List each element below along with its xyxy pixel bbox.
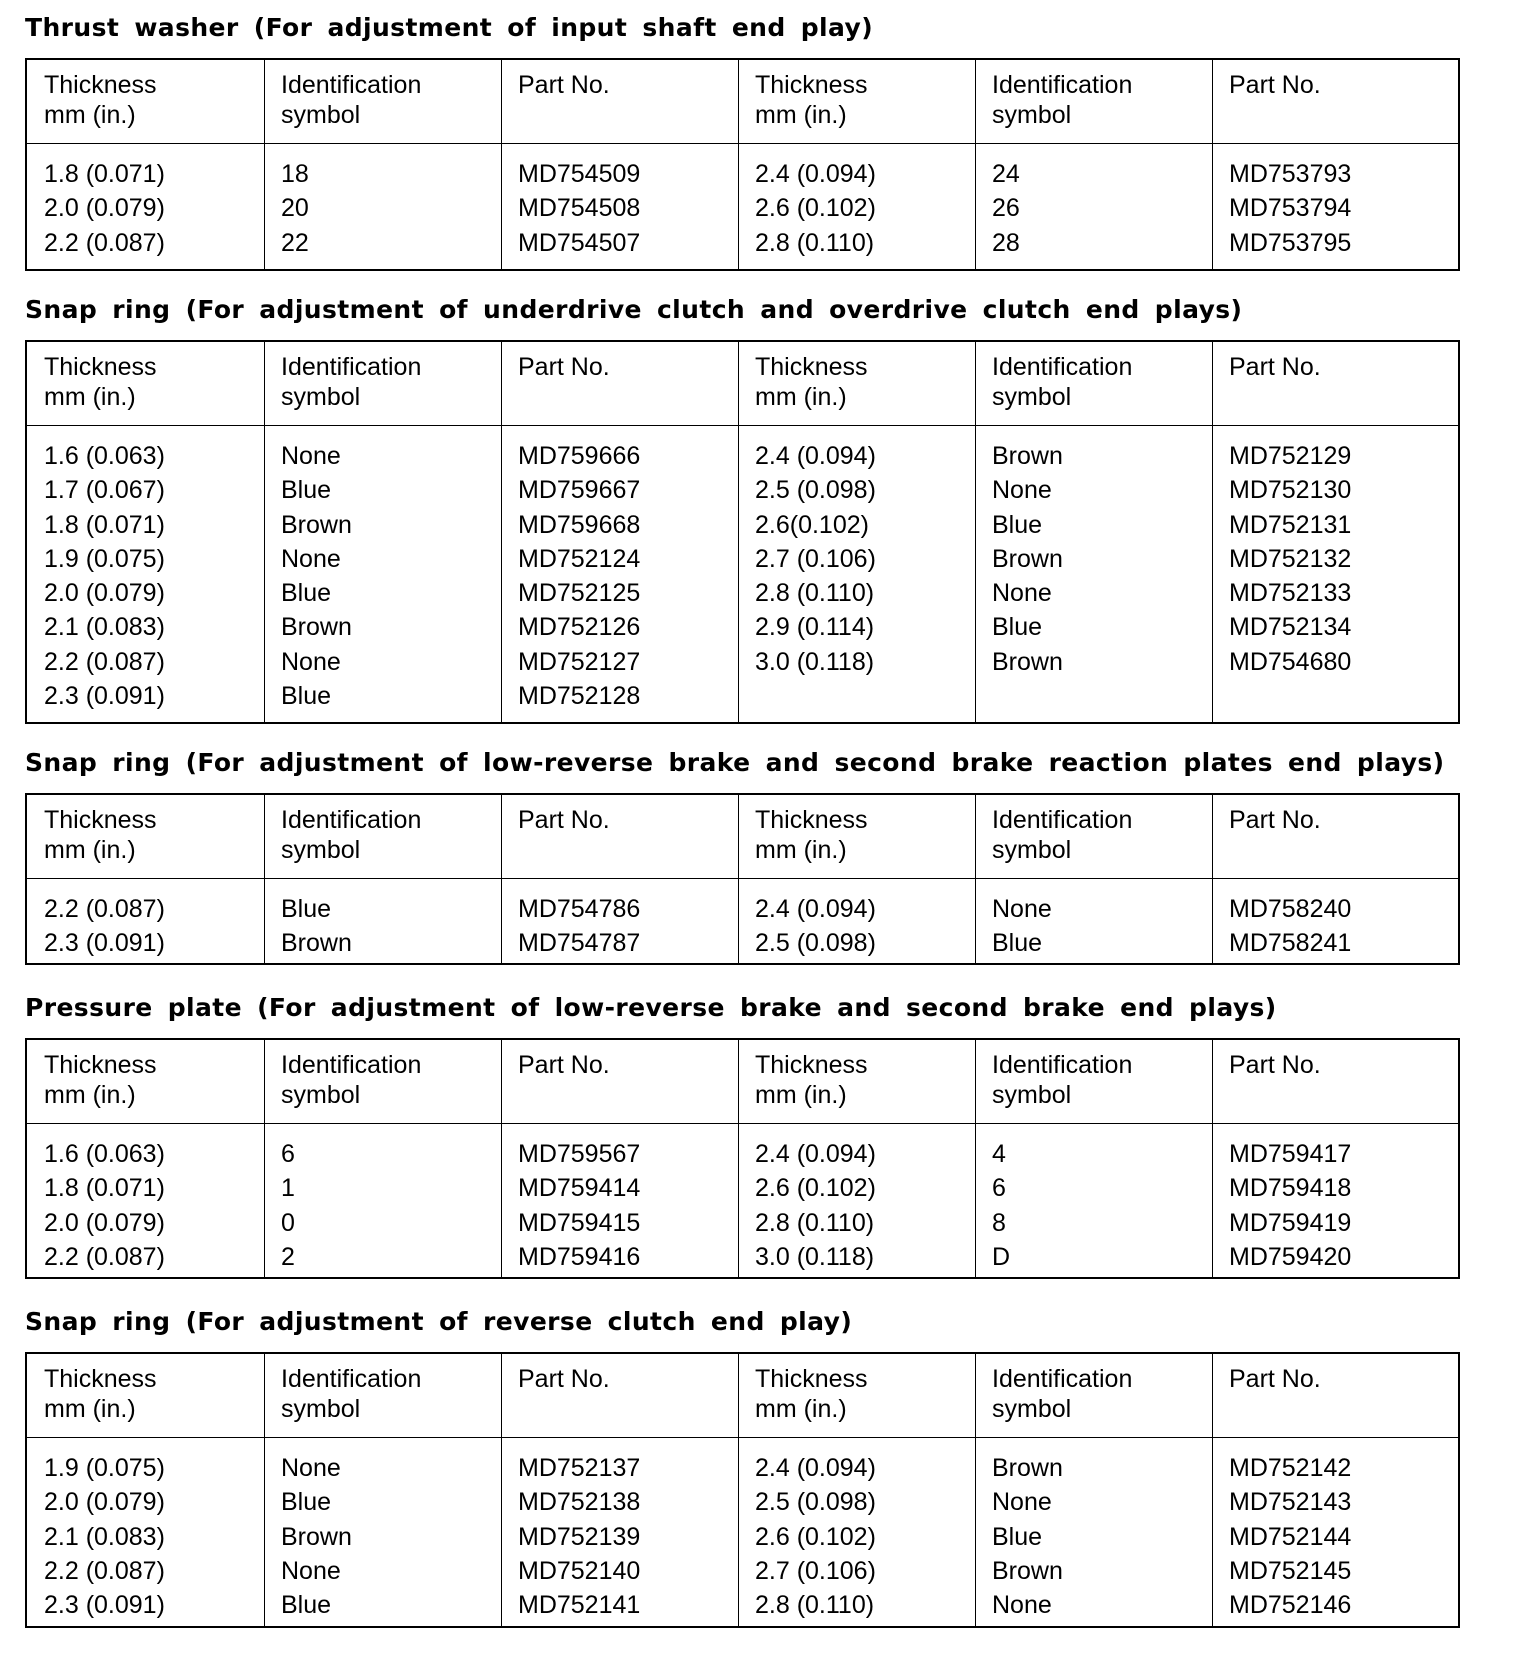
table-cell: MD752139 xyxy=(518,1522,641,1551)
table-cell: Blue xyxy=(281,895,332,923)
column-divider xyxy=(501,1040,502,1277)
table-cell: 2.8 (0.110) xyxy=(755,1208,875,1237)
table-cell: MD759415 xyxy=(518,1208,641,1237)
table-cell: 2.4 (0.094) xyxy=(755,160,876,188)
table-cell: 4 xyxy=(992,1140,1006,1168)
table-column xyxy=(281,439,352,713)
table-column xyxy=(755,439,876,679)
table-cell: MD759420 xyxy=(1229,1242,1352,1271)
table-cell: 2.5 (0.098) xyxy=(755,476,876,505)
column-header: Identification symbol xyxy=(281,353,422,411)
column-header: Thickness mm (in.) xyxy=(44,1051,157,1109)
header-divider xyxy=(27,143,1458,144)
table-cell: Brown xyxy=(992,1454,1063,1482)
table-cell: Blue xyxy=(992,929,1043,958)
column-header: Part No. xyxy=(1229,353,1321,381)
table-cell: Blue xyxy=(281,1488,332,1517)
table-cell: 2.0 (0.079) xyxy=(44,1488,165,1517)
table-column xyxy=(755,1137,876,1274)
column-divider xyxy=(264,1354,265,1626)
column-header: Part No. xyxy=(518,806,610,834)
header-divider xyxy=(27,1437,1458,1438)
column-divider xyxy=(975,342,976,722)
table-cell: MD752138 xyxy=(518,1488,641,1517)
table-cell: None xyxy=(281,1556,341,1585)
table-cell: None xyxy=(992,1591,1052,1620)
table-cell: MD752125 xyxy=(518,579,641,608)
table-column xyxy=(755,1451,876,1622)
table-cell: MD752140 xyxy=(518,1556,641,1585)
table-cell: MD752128 xyxy=(518,682,641,711)
column-header: Part No. xyxy=(1229,806,1321,834)
table-cell: MD754786 xyxy=(518,895,641,923)
table-column xyxy=(992,1137,1010,1274)
section-title: Snap ring (For adjustment of low-reverse brake and second brake reaction plates end plays) xyxy=(25,748,1445,777)
table-column xyxy=(1229,892,1351,961)
table-column xyxy=(44,439,165,713)
table-cell: D xyxy=(992,1242,1011,1271)
table-column xyxy=(1229,1451,1351,1622)
table-column xyxy=(1229,1137,1351,1274)
table-cell: Brown xyxy=(992,544,1063,573)
table-cell: 2.3 (0.091) xyxy=(44,1591,165,1620)
table-cell: 2.6 (0.102) xyxy=(755,1522,876,1551)
table-cell: 26 xyxy=(992,194,1020,223)
table-cell: MD752134 xyxy=(1229,613,1352,642)
table-cell: Brown xyxy=(992,442,1063,470)
table-cell: 2.2 (0.087) xyxy=(44,1242,165,1271)
table-cell: MD759567 xyxy=(518,1140,641,1168)
table-cell: MD752142 xyxy=(1229,1454,1352,1482)
column-header: Thickness mm (in.) xyxy=(755,1051,868,1109)
column-divider xyxy=(501,342,502,722)
column-header: Thickness mm (in.) xyxy=(44,353,157,411)
table-cell: None xyxy=(281,1454,341,1482)
table-cell: 6 xyxy=(992,1174,1006,1203)
table-cell: 2.1 (0.083) xyxy=(44,613,165,642)
spec-table xyxy=(25,1038,1460,1279)
table-cell: Blue xyxy=(992,1522,1043,1551)
table-column xyxy=(992,157,1020,260)
table-cell: MD753794 xyxy=(1229,194,1352,223)
table-cell: 18 xyxy=(281,160,309,188)
column-divider xyxy=(1212,795,1213,963)
table-column xyxy=(44,1451,165,1622)
table-column xyxy=(518,439,640,713)
table-column xyxy=(992,892,1052,961)
column-divider xyxy=(975,1354,976,1626)
table-cell: MD754509 xyxy=(518,160,641,188)
table-cell: MD752124 xyxy=(518,544,641,573)
table-column xyxy=(518,157,640,260)
table-cell: MD759417 xyxy=(1229,1140,1352,1168)
table-cell: 0 xyxy=(281,1208,295,1237)
table-cell: MD752146 xyxy=(1229,1591,1352,1620)
column-header: Thickness mm (in.) xyxy=(755,71,868,129)
section-title: Pressure plate (For adjustment of low-reverse brake and second brake end plays) xyxy=(25,993,1277,1022)
column-divider xyxy=(264,60,265,269)
table-cell: 2.0 (0.079) xyxy=(44,579,165,608)
table-column xyxy=(1229,439,1351,679)
table-cell: 1.6 (0.063) xyxy=(44,442,165,470)
table-cell: 20 xyxy=(281,194,309,223)
table-cell: 3.0 (0.118) xyxy=(755,647,875,676)
column-divider xyxy=(975,1040,976,1277)
table-cell: 3.0 (0.118) xyxy=(755,1242,875,1271)
column-header: Identification symbol xyxy=(281,71,422,129)
table-cell: 2.2 (0.087) xyxy=(44,228,165,257)
section-title: Snap ring (For adjustment of reverse clutch end play) xyxy=(25,1307,853,1336)
table-cell: None xyxy=(992,1488,1052,1517)
table-cell: 2.2 (0.087) xyxy=(44,647,165,676)
table-column xyxy=(281,1137,295,1274)
column-divider xyxy=(1212,1354,1213,1626)
spec-table xyxy=(25,793,1460,965)
table-cell: 1.9 (0.075) xyxy=(44,1454,165,1482)
table-cell: Blue xyxy=(281,579,332,608)
table-cell: 24 xyxy=(992,160,1020,188)
table-cell: 2.8 (0.110) xyxy=(755,1591,875,1620)
column-divider xyxy=(501,795,502,963)
table-cell: 2.4 (0.094) xyxy=(755,1454,876,1482)
table-cell: Brown xyxy=(281,510,352,539)
table-column xyxy=(518,1137,640,1274)
spec-table xyxy=(25,1352,1460,1628)
column-header: Thickness mm (in.) xyxy=(755,806,868,864)
table-cell: None xyxy=(281,544,341,573)
table-cell: 1.6 (0.063) xyxy=(44,1140,165,1168)
column-header: Thickness mm (in.) xyxy=(755,353,868,411)
table-cell: Brown xyxy=(281,1522,352,1551)
column-header: Part No. xyxy=(518,1365,610,1393)
column-header: Identification symbol xyxy=(281,806,422,864)
table-cell: 2.4 (0.094) xyxy=(755,442,876,470)
table-column xyxy=(281,157,309,260)
column-header: Thickness mm (in.) xyxy=(755,1365,868,1423)
table-cell: MD752144 xyxy=(1229,1522,1352,1551)
table-cell: MD752137 xyxy=(518,1454,641,1482)
table-cell: 2.4 (0.094) xyxy=(755,895,876,923)
table-cell: Blue xyxy=(992,510,1043,539)
table-cell: Brown xyxy=(281,613,352,642)
section-title: Snap ring (For adjustment of underdrive clutch and overdrive clutch end plays) xyxy=(25,295,1243,324)
table-cell: None xyxy=(992,476,1052,505)
column-header: Identification symbol xyxy=(281,1051,422,1109)
table-cell: 2.6(0.102) xyxy=(755,510,869,539)
table-cell: 2.3 (0.091) xyxy=(44,929,165,958)
column-header: Identification symbol xyxy=(992,1051,1133,1109)
column-header: Identification symbol xyxy=(992,806,1133,864)
table-column xyxy=(992,1451,1063,1622)
table-cell: 2.7 (0.106) xyxy=(755,544,876,573)
table-cell: 2.0 (0.079) xyxy=(44,1208,165,1237)
table-cell: 22 xyxy=(281,228,309,257)
table-cell: 1.9 (0.075) xyxy=(44,544,165,573)
table-cell: MD754507 xyxy=(518,228,641,257)
table-cell: 1 xyxy=(281,1174,295,1203)
column-divider xyxy=(501,60,502,269)
table-cell: 2.4 (0.094) xyxy=(755,1140,876,1168)
table-cell: 2.3 (0.091) xyxy=(44,682,165,711)
table-cell: MD759414 xyxy=(518,1174,641,1203)
table-cell: MD758241 xyxy=(1229,929,1352,958)
column-divider xyxy=(738,60,739,269)
table-cell: Blue xyxy=(281,476,332,505)
column-header: Part No. xyxy=(518,1051,610,1079)
table-cell: MD752129 xyxy=(1229,442,1352,470)
column-divider xyxy=(1212,60,1213,269)
table-cell: MD752143 xyxy=(1229,1488,1352,1517)
table-cell: MD752130 xyxy=(1229,476,1352,505)
spec-table xyxy=(25,340,1460,724)
header-divider xyxy=(27,425,1458,426)
table-cell: 2 xyxy=(281,1242,295,1271)
table-cell: 1.7 (0.067) xyxy=(44,476,165,505)
column-divider xyxy=(264,1040,265,1277)
column-header: Identification symbol xyxy=(992,1365,1133,1423)
table-cell: MD752127 xyxy=(518,647,641,676)
column-divider xyxy=(1212,1040,1213,1277)
column-divider xyxy=(264,795,265,963)
table-column xyxy=(281,1451,352,1622)
column-header: Thickness mm (in.) xyxy=(44,1365,157,1423)
table-cell: 2.9 (0.114) xyxy=(755,613,875,642)
table-column xyxy=(992,439,1063,679)
column-divider xyxy=(738,795,739,963)
table-cell: MD754787 xyxy=(518,929,641,958)
column-divider xyxy=(738,1040,739,1277)
spec-table xyxy=(25,58,1460,271)
table-cell: 8 xyxy=(992,1208,1006,1237)
table-column xyxy=(518,892,640,961)
table-cell: Blue xyxy=(281,682,332,711)
table-cell: MD752133 xyxy=(1229,579,1352,608)
table-cell: None xyxy=(281,647,341,676)
column-divider xyxy=(501,1354,502,1626)
column-header: Identification symbol xyxy=(992,353,1133,411)
table-cell: 2.0 (0.079) xyxy=(44,194,165,223)
table-cell: 28 xyxy=(992,228,1020,257)
table-cell: MD752126 xyxy=(518,613,641,642)
table-cell: 1.8 (0.071) xyxy=(44,1174,165,1203)
column-header: Part No. xyxy=(518,353,610,381)
table-cell: Brown xyxy=(992,647,1063,676)
table-cell: Blue xyxy=(992,613,1043,642)
table-cell: MD753795 xyxy=(1229,228,1352,257)
column-header: Part No. xyxy=(1229,71,1321,99)
table-column xyxy=(281,892,352,961)
table-cell: MD759419 xyxy=(1229,1208,1352,1237)
table-cell: 2.1 (0.083) xyxy=(44,1522,165,1551)
table-cell: MD753793 xyxy=(1229,160,1352,188)
table-cell: 2.6 (0.102) xyxy=(755,194,876,223)
column-divider xyxy=(975,795,976,963)
column-divider xyxy=(738,1354,739,1626)
table-cell: 1.8 (0.071) xyxy=(44,510,165,539)
column-header: Thickness mm (in.) xyxy=(44,806,157,864)
table-cell: 2.5 (0.098) xyxy=(755,929,876,958)
table-cell: MD759416 xyxy=(518,1242,641,1271)
table-cell: 2.7 (0.106) xyxy=(755,1556,876,1585)
table-cell: Blue xyxy=(281,1591,332,1620)
table-cell: None xyxy=(992,579,1052,608)
table-cell: Brown xyxy=(992,1556,1063,1585)
table-cell: MD759667 xyxy=(518,476,641,505)
column-header: Part No. xyxy=(1229,1051,1321,1079)
table-cell: MD759666 xyxy=(518,442,641,470)
table-column xyxy=(518,1451,640,1622)
column-header: Identification symbol xyxy=(992,71,1133,129)
table-column xyxy=(1229,157,1351,260)
table-cell: MD759418 xyxy=(1229,1174,1352,1203)
column-header: Part No. xyxy=(1229,1365,1321,1393)
column-header: Thickness mm (in.) xyxy=(44,71,157,129)
column-header: Part No. xyxy=(518,71,610,99)
header-divider xyxy=(27,878,1458,879)
table-cell: MD752131 xyxy=(1229,510,1352,539)
table-cell: MD754680 xyxy=(1229,647,1352,676)
table-cell: 2.8 (0.110) xyxy=(755,579,875,608)
table-cell: 1.8 (0.071) xyxy=(44,160,165,188)
table-cell: MD752145 xyxy=(1229,1556,1352,1585)
column-divider xyxy=(1212,342,1213,722)
table-column xyxy=(44,892,165,961)
table-column xyxy=(755,892,876,961)
section-title: Thrust washer (For adjustment of input shaft end play) xyxy=(25,13,874,42)
column-header: Identification symbol xyxy=(281,1365,422,1423)
table-cell: 2.2 (0.087) xyxy=(44,1556,165,1585)
table-cell: Brown xyxy=(281,929,352,958)
column-divider xyxy=(264,342,265,722)
table-cell: MD758240 xyxy=(1229,895,1352,923)
table-cell: 2.5 (0.098) xyxy=(755,1488,876,1517)
table-cell: 2.8 (0.110) xyxy=(755,228,875,257)
table-column xyxy=(44,157,165,260)
column-divider xyxy=(738,342,739,722)
table-cell: MD752141 xyxy=(518,1591,641,1620)
table-cell: None xyxy=(992,895,1052,923)
table-cell: MD752132 xyxy=(1229,544,1352,573)
table-cell: None xyxy=(281,442,341,470)
column-divider xyxy=(975,60,976,269)
table-cell: MD754508 xyxy=(518,194,641,223)
table-column xyxy=(755,157,876,260)
table-column xyxy=(44,1137,165,1274)
header-divider xyxy=(27,1123,1458,1124)
table-cell: 2.2 (0.087) xyxy=(44,895,165,923)
table-cell: MD759668 xyxy=(518,510,641,539)
table-cell: 6 xyxy=(281,1140,295,1168)
table-cell: 2.6 (0.102) xyxy=(755,1174,876,1203)
